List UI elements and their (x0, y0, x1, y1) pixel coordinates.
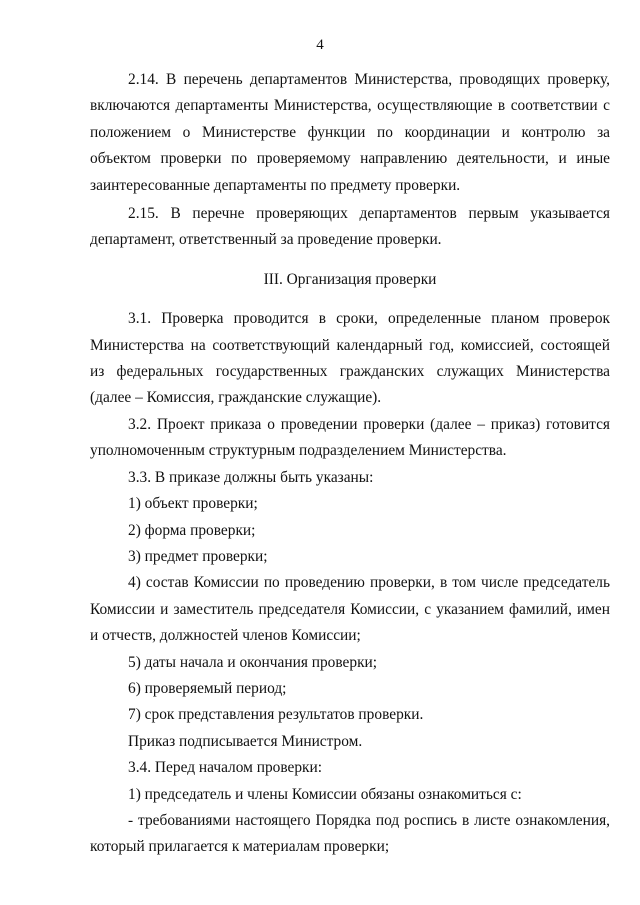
list-item-2: 2) форма проверки; (128, 521, 256, 539)
list-item-4: 4) состав Комиссии по проведению проверки, в том числе председатель Комиссии и заместитель председателя Комиссии, с указанием фамилий, имен и отчеств, должностей членов Комиссии; (90, 574, 610, 645)
list-item-3: 3) предмет проверки; (128, 547, 268, 565)
paragraph-2-14: 2.14. В перечень департаментов Министерства, проводящих проверку, включаются департаменты Министерства, осуществляющие в соответствии с положением о Министерстве функции по координации и контролю за объектом проверки по проверяемому направлению деятельности, и иные заинтересованные департаменты по предмету проверки. (90, 71, 610, 194)
section-heading: III. Организация проверки (263, 270, 437, 288)
paragraph-signature-note: Приказ подписывается Министром. (128, 732, 363, 750)
paragraph-2-15: 2.15. В перечне проверяющих департаментов первым указывается департамент, ответственный за проведение проверки. (90, 205, 610, 249)
list-item-5: 5) даты начала и окончания проверки; (128, 653, 378, 671)
list-item-1: 1) объект проверки; (128, 495, 258, 513)
paragraph-3-1: 3.1. Проверка проводится в сроки, определенные планом проверок Министерства на соответствующий календарный год, комиссией, состоящей из федеральных государственных гражданских служащих Министерства (далее – Комиссия, гражданские служащие). (90, 310, 610, 407)
paragraph-3-4: 3.4. Перед началом проверки: (128, 759, 323, 777)
paragraph-3-4-item-1: 1) председатель и члены Комиссии обязаны ознакомиться с: (128, 785, 522, 803)
paragraph-3-4-dash-item: - требованиями настоящего Порядка под роспись в листе ознакомления, который прилагается к материалам проверки; (90, 811, 610, 856)
list-item-6: 6) проверяемый период; (128, 679, 287, 697)
page-number: 4 (316, 37, 324, 53)
paragraph-3-2: 3.2. Проект приказа о проведении проверки (далее – приказ) готовится уполномоченным структурным подразделением Министерства. (90, 415, 610, 460)
document-body (90, 67, 610, 861)
list-item-7: 7) срок представления результатов проверки. (128, 706, 424, 724)
paragraph-3-3: 3.3. В приказе должны быть указаны: (128, 468, 374, 486)
